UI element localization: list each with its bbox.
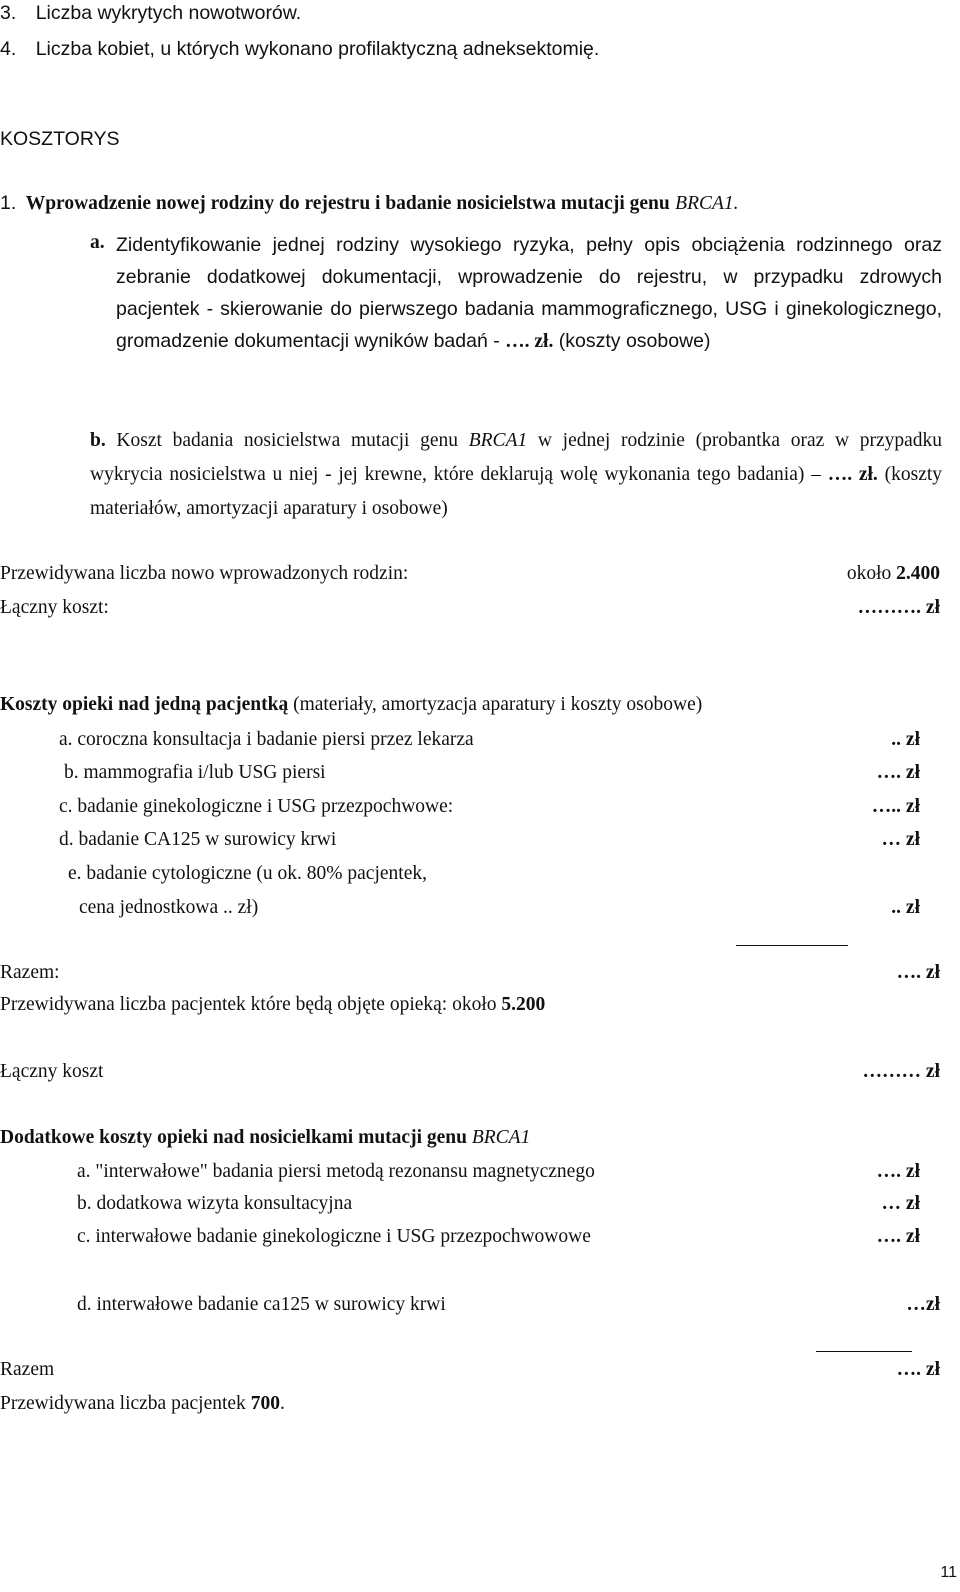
list-item-4 [0, 38, 599, 61]
item-a-paragraph [116, 229, 942, 358]
item-b-paragraph [90, 424, 942, 526]
extra-item-a-amount: …. zł [876, 1161, 920, 1182]
care-item-e: e. badanie cytologiczne (u ok. 80% pacjentek, [68, 863, 427, 884]
section1-total-label: Łączny koszt: [0, 597, 109, 618]
care-patients [0, 993, 545, 1016]
section1-title [0, 192, 739, 215]
care-item-d: d. badanie CA125 w surowicy krwi [59, 829, 337, 850]
section1-number: 1. [0, 192, 17, 214]
care-item-a-amount: .. zł [891, 729, 920, 750]
care-item-b-amount: …. zł [876, 762, 920, 783]
care-patients-value: 5.200 [501, 994, 546, 1015]
extra-item-a: a. "interwałowe" badania piersi metodą rezonansu magnetycznego [77, 1161, 595, 1182]
section1-total-value: ………. zł [857, 597, 940, 618]
families-label: Przewidywana liczba nowo wprowadzonych rodzin: [0, 563, 409, 584]
care-item-c-amount: ….. zł [871, 796, 920, 817]
item-b-amount: …. zł. [827, 464, 878, 485]
section1-gene: BRCA1. [675, 193, 739, 214]
care-total-value: ……… zł [862, 1061, 940, 1082]
item-b-gene: BRCA1 [468, 430, 528, 451]
families-value-number: 2.400 [896, 563, 940, 584]
care-title [0, 693, 702, 716]
extra-title-bold: Dodatkowe koszty opieki nad nosicielkami mutacji genu [0, 1127, 467, 1148]
care-item-b: b. mammografia i/lub USG piersi [64, 762, 326, 783]
item-a-label: a. [90, 232, 105, 253]
list-text: Liczba kobiet, u których wykonano profilaktyczną adneksektomię. [35, 38, 600, 60]
extra-item-c-amount: …. zł [876, 1226, 920, 1247]
list-number: 4. [0, 38, 17, 60]
extra-patients-value: 700 [250, 1393, 280, 1414]
page-number: 11 [940, 1564, 957, 1581]
list-item-3 [0, 2, 301, 25]
extra-title [0, 1126, 530, 1149]
item-a-text: Zidentyfikowanie jednej rodziny wysokiego ryzyka, pełny opis obciążenia rodzinnego oraz zebranie dodatkowej dokumentacji, wprowadzenie do rejestru, w przypadku zdrowych pacjentek - skierowanie do pierwszego badania mammograficznego, USG i ginekologicznego, gromadzenie dokumentacji wyników badań - [116, 234, 942, 352]
list-text: Liczba wykrytych nowotworów. [35, 2, 302, 24]
extra-patients-suffix: . [279, 1393, 285, 1414]
extra-item-b-amount: … zł [881, 1193, 920, 1214]
extra-item-d: d. interwałowe badanie ca125 w surowicy krwi [77, 1294, 446, 1315]
care-patients-label: Przewidywana liczba pacjentek które będą objęte opieką: około [0, 994, 497, 1015]
item-a-note: (koszty osobowe) [558, 330, 711, 352]
care-item-d-amount: … zł [881, 829, 920, 850]
section1-title-text: Wprowadzenie nowej rodziny do rejestru i badanie nosicielstwa mutacji genu [25, 193, 670, 214]
extra-patients [0, 1392, 285, 1415]
item-b-text-post: w jednej rodzinie (probantka oraz w przypadku wykrycia nosicielstwa u niej - jej krewne, które deklarują wolę wykonania tego badania) – [90, 430, 943, 485]
extra-patients-label: Przewidywana liczba pacjentek [0, 1393, 246, 1414]
families-value [847, 562, 940, 585]
care-item-c: c. badanie ginekologiczne i USG przezpochwowe: [59, 796, 454, 817]
extra-title-gene: BRCA1 [471, 1127, 531, 1148]
item-a-amount: …. zł. [505, 331, 554, 352]
families-value-prefix: około [846, 563, 892, 584]
item-b-text-pre: Koszt badania nosicielstwa mutacji genu [116, 430, 459, 451]
care-item-a: a. coroczna konsultacja i badanie piersi przez lekarza [59, 729, 474, 750]
kosztorys-heading: KOSZTORYS [0, 128, 120, 150]
item-b-label: b. [90, 430, 106, 451]
care-item-e-amount: .. zł [891, 897, 920, 918]
extra-sum-rule [816, 1351, 912, 1352]
care-sum-rule [736, 945, 848, 946]
care-title-bold: Koszty opieki nad jedną pacjentką [0, 694, 289, 715]
care-total-label: Łączny koszt [0, 1061, 104, 1082]
extra-sum-label: Razem [0, 1359, 55, 1380]
list-number: 3. [0, 2, 17, 24]
care-item-e-line2: cena jednostkowa .. zł) [79, 897, 259, 918]
care-sum-label: Razem: [0, 962, 60, 983]
extra-item-c: c. interwałowe badanie ginekologiczne i USG przezpochwowowe [77, 1226, 591, 1247]
care-title-note: (materiały, amortyzacja aparatury i koszty osobowe) [293, 694, 703, 715]
extra-item-d-amount: …zł [906, 1294, 940, 1315]
care-sum-value: …. zł [896, 962, 940, 983]
extra-sum-value: …. zł [896, 1359, 940, 1380]
item-b-note: (koszty materiałów, amortyzacji aparatury i osobowe) [90, 464, 943, 519]
extra-item-b: b. dodatkowa wizyta konsultacyjna [77, 1193, 353, 1214]
